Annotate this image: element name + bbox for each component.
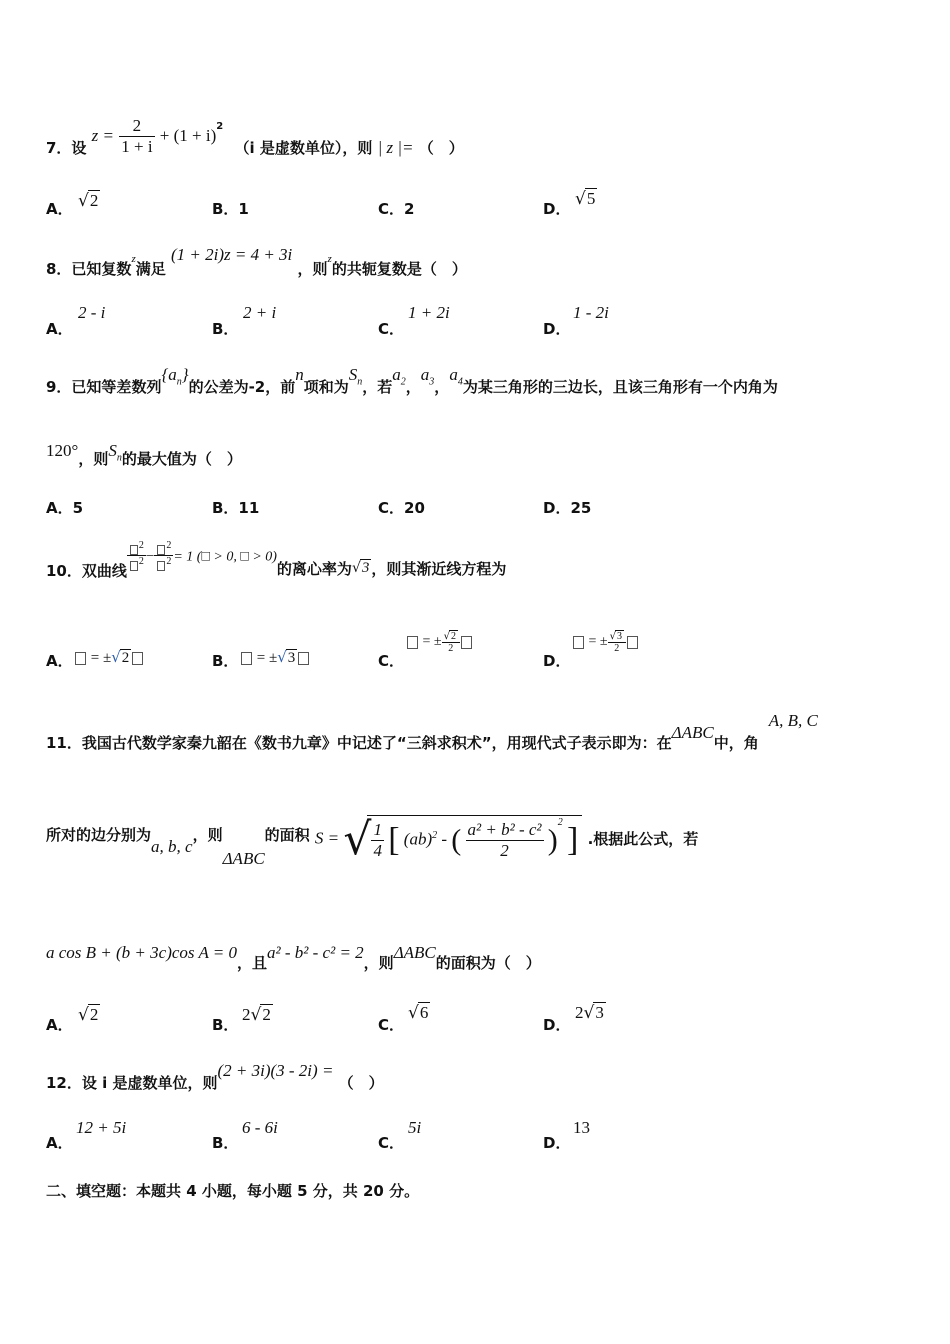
- q8-option-c-label: C．: [378, 320, 405, 338]
- question-10: [46, 540, 507, 581]
- q11-line3b: ，则: [363, 954, 394, 972]
- q11-left-bracket: [: [388, 821, 400, 858]
- q9-seq-sub: n: [176, 376, 182, 388]
- q10-option-a-radicand: 2: [121, 650, 130, 666]
- q12-option-a: [46, 1132, 73, 1153]
- q10-option-d-radicand: 3: [616, 631, 622, 642]
- q11-right-bracket: ]: [567, 821, 579, 858]
- q7-option-d: [543, 198, 570, 219]
- q11-triangle2: ΔABC: [222, 849, 265, 868]
- q11-condition2: a² - b² - c² = 2: [267, 943, 364, 962]
- q9-option-c: C．20: [378, 499, 425, 517]
- q8-z2: z: [327, 253, 332, 265]
- q7-fraction: [119, 116, 154, 157]
- q7-option-a-label: A．: [46, 200, 73, 218]
- q8-mid: 满足: [135, 260, 166, 278]
- question-8: [46, 244, 467, 278]
- q7-abs: | z |=: [377, 138, 414, 157]
- q7-option-d-value: √5: [575, 189, 596, 209]
- q7-option-b: [212, 198, 249, 219]
- q7-frac-num: 2: [132, 116, 142, 135]
- q7-option-a-value: √2: [78, 191, 99, 211]
- q11-line2a: 所对的边分别为: [46, 826, 152, 844]
- q7-exp: 2: [216, 121, 224, 132]
- q8-z1: z: [131, 253, 136, 265]
- q9-a4: [449, 365, 463, 388]
- q8-option-b: [212, 318, 238, 339]
- q10-ecc: √3: [351, 560, 370, 577]
- q10-option-b: [212, 650, 238, 671]
- q8-option-a: [46, 318, 73, 339]
- q8-option-b-value: 2 + i: [243, 303, 277, 322]
- q9-comma2: ，: [434, 378, 450, 396]
- q9-S-sub: n: [357, 376, 363, 388]
- q7-rest: + (1 + i): [159, 126, 217, 145]
- q8-option-b-label: B．: [212, 320, 239, 338]
- q11-line2c: 的面积: [264, 826, 310, 844]
- q7-number: 7．设: [46, 139, 87, 157]
- q10-frac-y: $\frac{^2}{^2}$: [154, 540, 173, 572]
- q8-mid2: ，则: [297, 260, 328, 278]
- q8-equation: (1 + 2i)z = 4 + 3i: [170, 245, 293, 264]
- q11-option-b: [212, 1014, 238, 1035]
- question-11-line2: [46, 814, 699, 868]
- q7-option-c-label: C．2: [378, 200, 415, 218]
- q11-line3c: 的面积为（ ）: [435, 954, 541, 972]
- q12-option-c: [378, 1132, 404, 1153]
- q9-seq-a: {a: [161, 365, 177, 384]
- q9-number: 9．已知等差数列: [46, 378, 162, 396]
- q9-option-d: D．25: [543, 499, 592, 517]
- q9-option-a: A．5: [46, 499, 84, 517]
- q9-text5: ，则: [78, 450, 109, 468]
- q11-left-paren: (: [451, 823, 462, 856]
- q11-right-paren: ): [547, 823, 558, 856]
- q9-comma1: ，: [405, 378, 421, 396]
- q10-option-d: [543, 650, 570, 671]
- q10-option-a: [46, 650, 73, 671]
- q8-number: 8．已知复数: [46, 260, 132, 278]
- q10-option-b-label: B．: [212, 652, 239, 670]
- q10-option-a-label: A．: [46, 652, 73, 670]
- q12-option-d-value: 13: [573, 1118, 590, 1137]
- q11-option-d: [543, 1014, 570, 1035]
- q7-option-d-label: D．: [543, 200, 571, 218]
- q10-frac-x: $\frac{^2}{^2}$: [127, 540, 146, 572]
- q12-option-c-value: 5i: [408, 1118, 422, 1137]
- q8-option-c: [378, 318, 404, 339]
- q12-option-b-label: B．: [212, 1134, 239, 1152]
- q11-option-b-label: B．: [212, 1016, 239, 1034]
- question-12: [46, 1060, 384, 1092]
- q11-radicand: $\frac{1}{4}$ [ (ab)$^2$ - ( $\frac{\text{a² + b² - c²}}{2}$ )$^2$ ]: [367, 815, 582, 865]
- q9-angle: 120°: [46, 441, 79, 460]
- q11-option-c-radicand: 6: [419, 1003, 429, 1022]
- q12-option-d: [543, 1132, 570, 1153]
- q11-option-c: [378, 1014, 404, 1035]
- q10-option-b-eq: = ±: [256, 650, 278, 666]
- q11-mid: 中，角: [713, 734, 759, 752]
- q11-line1: 11．我国古代数学家秦九韶在《数书九章》中记述了“三斜求积术”，用现代式子表示即为：在: [46, 734, 672, 752]
- q8-option-d-label: D．: [543, 320, 571, 338]
- q12-option-b-value: 6 - 6i: [242, 1118, 278, 1137]
- q10-option-a-eq: = ±: [90, 650, 112, 666]
- q11-option-a: [46, 1014, 73, 1035]
- q11-option-c-value: √6: [408, 1003, 429, 1023]
- q11-quarter-den: 4: [373, 840, 382, 860]
- q7-lhs: z =: [91, 126, 115, 145]
- q11-option-a-label: A．: [46, 1016, 73, 1034]
- q11-sides: a, b, c: [151, 837, 193, 856]
- question-7: [46, 106, 464, 157]
- question-11-line3: [46, 942, 541, 972]
- q11-triangle3: ΔABC: [393, 943, 436, 962]
- q7-option-a: [46, 198, 73, 219]
- q10-option-b-radicand: 3: [287, 650, 296, 666]
- q9-a4-a: a: [449, 365, 458, 384]
- q8-tail: 的共轭复数是（ ）: [331, 260, 467, 278]
- q7-frac-den: 1 + i: [121, 137, 153, 156]
- q11-line2b: ，则: [192, 826, 223, 844]
- q10-minus: −: [145, 548, 155, 565]
- q11-option-d-radicand: 3: [595, 1003, 604, 1022]
- q10-option-c-label: C．: [378, 652, 405, 670]
- q9-seq: [161, 365, 189, 388]
- q7-option-a-radicand: 2: [89, 191, 99, 210]
- q11-condition1: a cos B + (b + 3c)cos A = 0: [46, 943, 238, 962]
- q10-text1: 的离心率为: [276, 560, 352, 579]
- q11-radical-icon: √: [343, 814, 372, 865]
- q10-option-c-value: = ± $\frac{√2}{2}$: [406, 630, 473, 654]
- q11-formula: [315, 814, 582, 865]
- q10-option-c-radicand: 2: [450, 631, 456, 642]
- q9-Sn2: [108, 441, 122, 464]
- q8-option-a-value: 2 - i: [78, 303, 106, 322]
- q12-number: 12．设 i 是虚数单位，则: [46, 1074, 218, 1092]
- q11-line2d: .根据此公式，若: [587, 830, 699, 848]
- q12-expression: (2 + 3i)(3 - 2i) =: [217, 1061, 334, 1080]
- q10-option-d-eq: = ±: [588, 634, 608, 650]
- q10-condition: = 1 (□ > 0, □ > 0): [173, 549, 277, 565]
- q12-option-b: [212, 1132, 238, 1153]
- q11-option-a-value: √2: [78, 1005, 99, 1025]
- q9-option-b: B．11: [212, 499, 260, 517]
- q12-option-d-label: D．: [543, 1134, 571, 1152]
- q11-option-c-label: C．: [378, 1016, 405, 1034]
- q11-option-b-coef: 2: [242, 1005, 251, 1024]
- q11-line3a: ，且: [237, 954, 268, 972]
- q9-n: n: [295, 365, 304, 384]
- q9-S: S: [348, 365, 358, 384]
- section-2-heading: 二、填空题：本题共 4 小题，每小题 5 分，共 20 分。: [46, 1182, 420, 1200]
- q11-option-d-label: D．: [543, 1016, 571, 1034]
- q11-triangle: ΔABC: [671, 723, 714, 742]
- q11-option-b-value: 2√2: [242, 1005, 271, 1025]
- q12-option-c-label: C．: [378, 1134, 405, 1152]
- q7-tail: （ ）: [418, 139, 464, 157]
- q11-formula-ab: (ab): [403, 828, 433, 848]
- question-11: [46, 711, 818, 752]
- q11-option-b-radicand: 2: [262, 1005, 271, 1024]
- q11-option-d-coef: 2: [575, 1003, 584, 1022]
- q12-option-a-label: A．: [46, 1134, 73, 1152]
- q11-inner-den: 2: [466, 840, 544, 861]
- q9-a4-sub: 4: [457, 376, 463, 388]
- q7-option-b-label: B．1: [212, 200, 249, 218]
- q11-angles: A, B, C: [768, 711, 818, 730]
- q10-option-d-value: = ± $\frac{√3}{2}$: [572, 630, 639, 654]
- q9-a3: [420, 365, 435, 388]
- q10-option-c: [378, 650, 404, 671]
- q9-text6: 的最大值为（ ）: [121, 450, 242, 468]
- q7-option-d-radicand: 5: [586, 189, 596, 208]
- q9-text2: 项和为: [303, 378, 349, 396]
- q9-Sn: [348, 365, 363, 388]
- q10-ecc-radicand: 3: [361, 560, 370, 577]
- q9-a3-a: a: [420, 365, 430, 384]
- q8-option-c-value: 1 + 2i: [408, 303, 450, 322]
- q9-seq-close: }: [181, 365, 189, 384]
- q8-option-a-label: A．: [46, 320, 73, 338]
- q11-option-a-radicand: 2: [89, 1005, 99, 1024]
- q11-option-d-value: 2√3: [575, 1003, 604, 1023]
- q11-inner-num: a² + b² - c²: [467, 819, 542, 839]
- question-9: [46, 364, 778, 396]
- q9-S2: S: [108, 441, 117, 460]
- q8-option-d: [543, 318, 570, 339]
- q9-text3: ，若: [362, 378, 393, 396]
- q7-note: （i 是虚数单位），则: [234, 139, 373, 157]
- q10-text2: ，则其渐近线方程为: [371, 560, 507, 579]
- q12-tail: （ ）: [338, 1074, 384, 1092]
- q9-a2-a: a: [392, 365, 401, 384]
- q9-text4: 为某三角形的三边长，且该三角形有一个内角为: [462, 378, 778, 396]
- q9-a2-sub: 2: [400, 376, 406, 388]
- q9-S2-sub: n: [116, 452, 122, 464]
- q10-option-c-eq: = ±: [422, 634, 442, 650]
- q10-option-a-value: = ±√2: [74, 648, 144, 667]
- q12-option-a-value: 12 + 5i: [76, 1118, 127, 1137]
- q9-a3-sub: 3: [429, 376, 435, 388]
- q9-a2: [392, 365, 406, 388]
- question-9-line2: [46, 440, 242, 468]
- q10-number: 10．双曲线: [46, 562, 127, 581]
- q7-option-c: [378, 198, 414, 219]
- q9-text1: 的公差为-2，前: [188, 378, 296, 396]
- q8-option-d-value: 1 - 2i: [573, 303, 609, 322]
- q10-option-d-label: D．: [543, 652, 571, 670]
- q11-quarter-num: 1: [373, 819, 382, 839]
- q11-formula-lhs: S =: [314, 828, 340, 848]
- q10-option-b-value: = ±√3: [240, 648, 310, 667]
